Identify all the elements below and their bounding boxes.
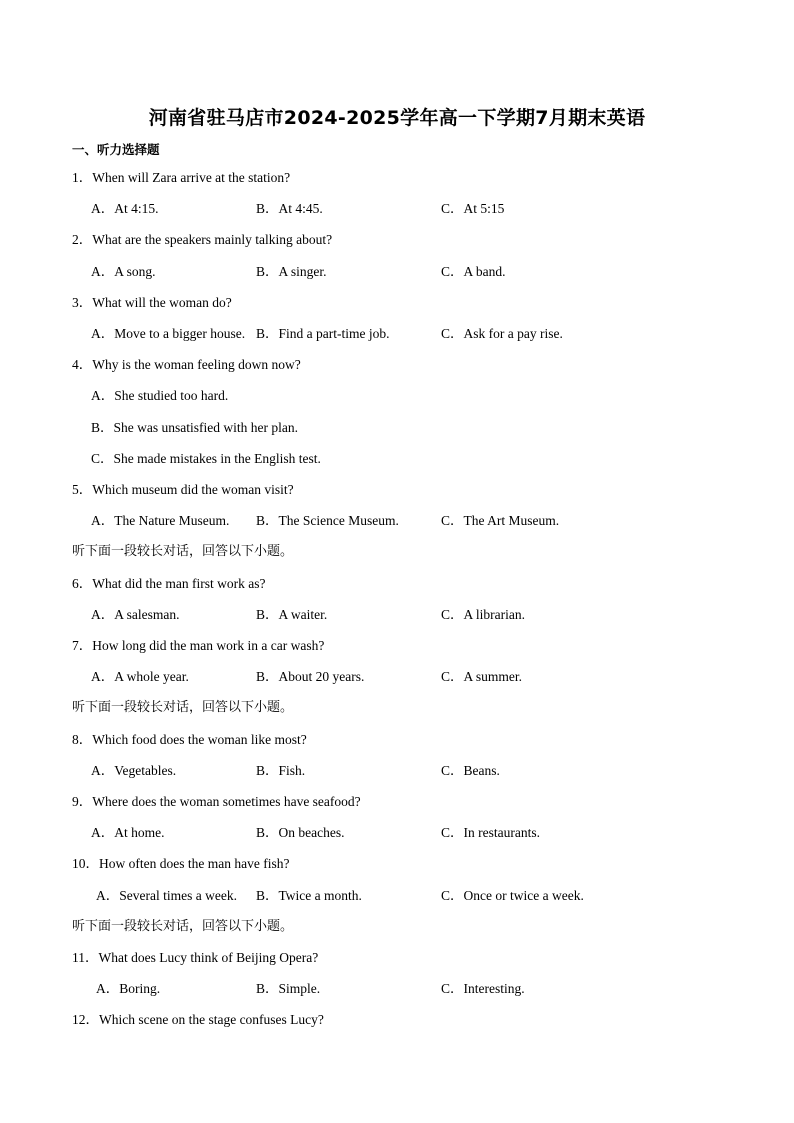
q6-option-a: A．A salesman. [91, 607, 180, 622]
q11-option-b: B．Simple. [256, 981, 321, 996]
q9-option-b: B．On beaches. [256, 825, 345, 840]
q2-option-c: C．A band. [441, 264, 506, 279]
q11-option-c: C．Interesting. [441, 981, 525, 996]
q10-option-a: A．Several times a week. [96, 888, 237, 903]
question-3: 3．What will the woman do? [72, 295, 232, 310]
dialogue-instruction-1: 听下面一段较长对话，回答以下小题。 [72, 544, 294, 559]
q3-option-a: A．Move to a bigger house. [91, 326, 246, 341]
q8-option-a: A．Vegetables. [91, 763, 177, 778]
q6-option-b: B．A waiter. [256, 607, 328, 622]
section-heading: 一、听力选择题 [72, 142, 160, 157]
question-11: 11．What does Lucy think of Beijing Opera? [72, 950, 319, 965]
question-1: 1．When will Zara arrive at the station? [72, 170, 291, 185]
question-8: 8．Which food does the woman like most? [72, 732, 307, 747]
question-5: 5．Which museum did the woman visit? [72, 482, 294, 497]
dialogue-instruction-3: 听下面一段较长对话，回答以下小题。 [72, 919, 294, 934]
q10-option-b: B．Twice a month. [256, 888, 362, 903]
q2-option-b: B．A singer. [256, 264, 327, 279]
q4-option-b: B．She was unsatisfied with her plan. [91, 420, 298, 435]
question-10: 10．How often does the man have fish? [72, 856, 290, 871]
question-4: 4．Why is the woman feeling down now? [72, 357, 301, 372]
q7-option-b: B．About 20 years. [256, 669, 365, 684]
q8-option-b: B．Fish. [256, 763, 306, 778]
question-6: 6．What did the man first work as? [72, 576, 266, 591]
dialogue-instruction-2: 听下面一段较长对话，回答以下小题。 [72, 700, 294, 715]
q3-option-c: C．Ask for a pay rise. [441, 326, 563, 341]
q7-option-a: A．A whole year. [91, 669, 189, 684]
question-9: 9．Where does the woman sometimes have seafood? [72, 794, 361, 809]
q4-option-a: A．She studied too hard. [91, 388, 229, 403]
q4-option-c: C．She made mistakes in the English test. [91, 451, 321, 466]
question-2: 2．What are the speakers mainly talking about? [72, 232, 333, 247]
question-7: 7．How long did the man work in a car wash? [72, 638, 325, 653]
q10-option-c: C．Once or twice a week. [441, 888, 584, 903]
q8-option-c: C．Beans. [441, 763, 500, 778]
q1-option-c: C．At 5:15 [441, 201, 505, 216]
q9-option-c: C．In restaurants. [441, 825, 540, 840]
page-title: 河南省驻马店市2024-2025学年高一下学期7月期末英语 [148, 107, 646, 129]
q5-option-a: A．The Nature Museum. [91, 513, 230, 528]
q1-option-a: A．At 4:15. [91, 201, 159, 216]
q5-option-b: B．The Science Museum. [256, 513, 399, 528]
q6-option-c: C．A librarian. [441, 607, 525, 622]
q2-option-a: A．A song. [91, 264, 156, 279]
q7-option-c: C．A summer. [441, 669, 523, 684]
q1-option-b: B．At 4:45. [256, 201, 323, 216]
q11-option-a: A．Boring. [96, 981, 161, 996]
q5-option-c: C．The Art Museum. [441, 513, 560, 528]
question-12: 12．Which scene on the stage confuses Lucy? [72, 1012, 324, 1027]
q3-option-b: B．Find a part-time job. [256, 326, 390, 341]
q9-option-a: A．At home. [91, 825, 165, 840]
